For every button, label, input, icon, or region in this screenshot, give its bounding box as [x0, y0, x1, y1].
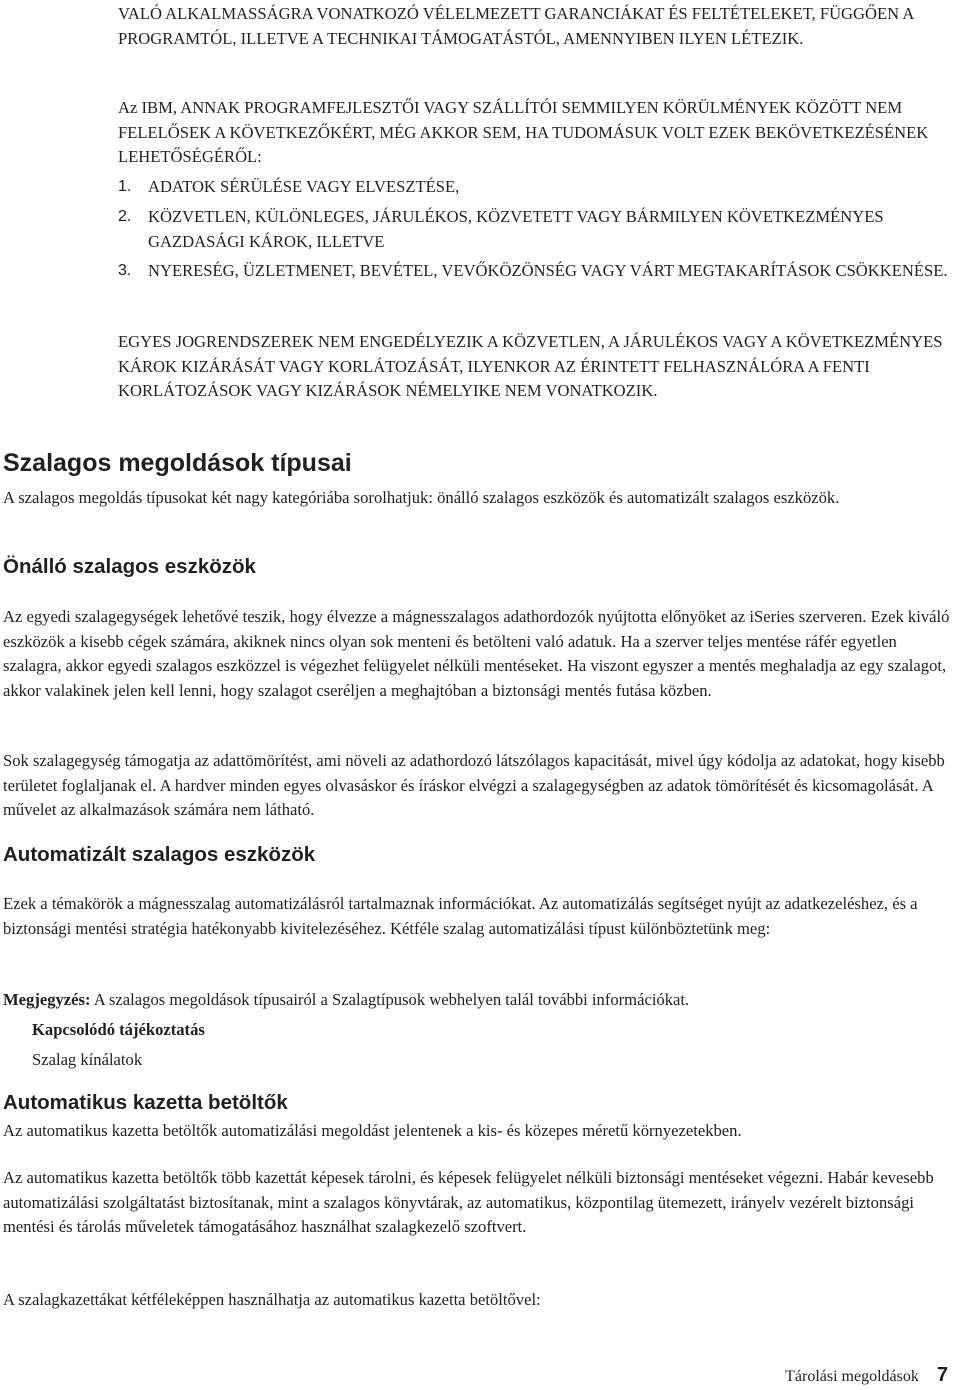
note-text: A szalagos megoldások típusairól a Szalagtípusok webhelyen talál további információkat.: [90, 990, 690, 1009]
list-text: KÖZVETLEN, KÜLÖNLEGES, JÁRULÉKOS, KÖZVETETT VAGY BÁRMILYEN KÖVETKEZMÉNYES GAZDASÁGI KÁROK, ILLETVE: [148, 207, 884, 251]
note: [3, 988, 955, 1013]
automated-paragraph: Ezek a témakörök a mágnesszalag automatizálásról tartalmaznak információkat. Az automatizálás segítséget nyújt az adatkezeléshez, és a biztonsági mentési stratégia hatékonyabb kivitelezéséhez. Kétféle szalag automatizálási típust különböztetünk meg:: [3, 894, 918, 938]
list-text: NYERESÉG, ÜZLETMENET, BEVÉTEL, VEVŐKÖZÖNSÉG VAGY VÁRT MEGTAKARÍTÁSOK CSÖKKENÉSE.: [148, 261, 948, 280]
loaders-paragraph-3: A szalagkazettákat kétféleképpen használhatja az automatikus kazetta betöltővel:: [3, 1290, 541, 1309]
section-intro: A szalagos megoldás típusokat két nagy kategóriába sorolhatjuk: önálló szalagos eszközök és automatizált szalagos eszközök.: [3, 488, 840, 507]
page-number: 7: [936, 1364, 948, 1386]
warranty-paragraph-3: EGYES JOGRENDSZEREK NEM ENGEDÉLYEZIK A KÖZVETLEN, A JÁRULÉKOS VAGY A KÖVETKEZMÉNYES KÁROK KIZÁRÁSÁT VAGY KORLÁTOZÁSÁT, ILYENKOR AZ ÉRINTETT FELHASZNÁLÓRA A FENTI KORLÁTOZÁSOK VAGY KIZÁRÁSOK NÉMELYIKE NEM VONATKOZIK.: [118, 332, 943, 400]
list-number: 3.: [118, 262, 132, 279]
section-heading-automated: Automatizált szalagos eszközök: [3, 843, 316, 866]
note-label: Megjegyzés:: [3, 990, 91, 1009]
related-link-tape-offerings[interactable]: Szalag kínálatok: [32, 1050, 143, 1069]
section-heading-standalone: Önálló szalagos eszközök: [3, 555, 256, 578]
list-text: ADATOK SÉRÜLÉSE VAGY ELVESZTÉSE,: [148, 177, 460, 196]
page-footer: [785, 1364, 948, 1388]
warranty-paragraph-1: VALÓ ALKALMASSÁGRA VONATKOZÓ VÉLELMEZETT GARANCIÁKAT ÉS FELTÉTELEKET, FÜGGŐEN A PROGRAMTÓL, ILLETVE A TECHNIKAI TÁMOGATÁSTÓL, AMENNYIBEN ILYEN LÉTEZIK.: [118, 4, 914, 48]
warranty-list-item: [118, 175, 948, 200]
footer-title: Tárolási megoldások: [785, 1368, 919, 1385]
list-number: 2.: [118, 208, 132, 225]
warranty-paragraph-2: Az IBM, ANNAK PROGRAMFEJLESZTŐI VAGY SZÁLLÍTÓI SEMMILYEN KÖRÜLMÉNYEK KÖZÖTT NEM FELELŐSEK A KÖVETKEZŐKÉRT, MÉG AKKOR SEM, HA TUDOMÁSUK VOLT EZEK BEKÖVETKEZÉSÉNEK LEHETŐSÉGÉRŐL:: [118, 98, 929, 166]
standalone-paragraph-1: Az egyedi szalagegységek lehetővé teszik, hogy élvezze a mágnesszalagos adathordozók nyújtotta előnyöket az iSeries szerveren. Ezek kiváló eszközök a kisebb cégek számára, akiknek nincs olyan sok menteni és betölteni való adatuk. Ha a szerver teljes mentése ráfér egyetlen szalagra, akkor egyedi szalagos eszközzel is végezhet felügyelet nélküli mentéseket. Ha viszont egyszer a mentés meghaladja az egy szalagot, akkor valakinek jelen kell lenni, hogy szalagot cseréljen a meghajtóban a biztonsági mentés futása közben.: [3, 607, 950, 700]
warranty-list-item: [118, 259, 948, 284]
loaders-paragraph-1: Az automatikus kazetta betöltők automatizálási megoldást jelentenek a kis- és közepes méretű környezetekben.: [3, 1121, 742, 1140]
standalone-paragraph-2: Sok szalagegység támogatja az adattömörítést, ami növeli az adathordozó látszólagos kapacitását, mivel úgy kódolja az adatokat, hogy kisebb területet foglaljanak el. A hardver minden egyes olvasáskor és íráskor elvégzi a szalagegységben az adatok tömörítését és kicsomagolását. A művelet az alkalmazások számára nem látható.: [3, 751, 945, 819]
related-info-heading: Kapcsolódó tájékoztatás: [32, 1020, 205, 1039]
section-heading-tape-solutions: Szalagos megoldások típusai: [3, 449, 352, 477]
list-number: 1.: [118, 178, 132, 195]
warranty-list-item: [118, 205, 948, 254]
loaders-paragraph-2: Az automatikus kazetta betöltők több kazettát képesek tárolni, és képesek felügyelet nélküli biztonsági mentéseket végezni. Habár kevesebb automatizálási szolgáltatást biztosítanak, mint a szalagos könyvtárak, az automatikus, központilag ütemezett, irányelv vezérelt biztonsági mentési és tárolás műveletek támogatásához használhat szalagkezelő szoftvert.: [3, 1168, 934, 1236]
section-heading-cartridge-loaders: Automatikus kazetta betöltők: [3, 1091, 288, 1114]
